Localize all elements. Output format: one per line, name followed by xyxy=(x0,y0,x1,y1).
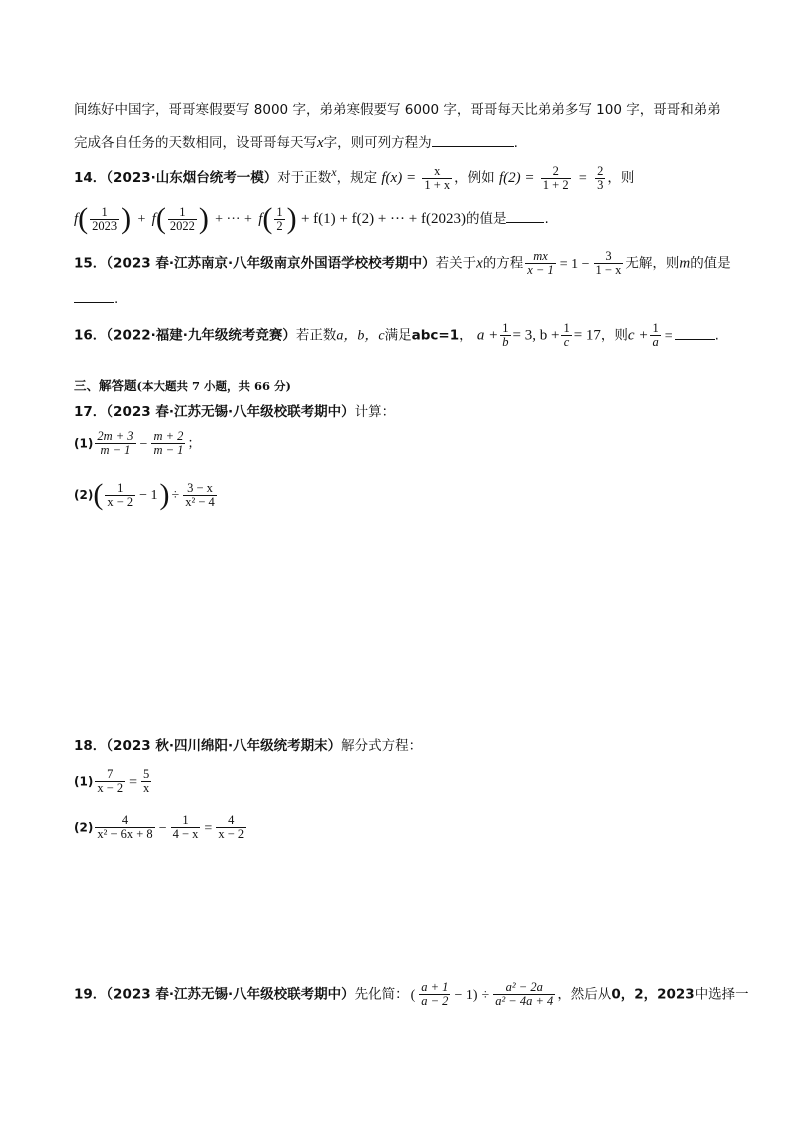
section-3-heading xyxy=(74,376,291,396)
q14-example-lhs: f(2) = xyxy=(498,170,535,186)
q17-text: 计算： xyxy=(354,404,396,420)
q15-var: x xyxy=(476,255,483,272)
q16-eq1-a: a + xyxy=(476,327,499,344)
numerator: x xyxy=(422,165,452,179)
q19-text-a: 先化简： xyxy=(354,986,409,1003)
denominator: x − 2 xyxy=(97,781,124,795)
q18-p2-fraction-c xyxy=(216,814,246,841)
denominator: 1 − x xyxy=(595,263,622,277)
q17-part-2 xyxy=(74,480,219,510)
q18-source: （2023 秋·四川绵阳·八年级统考期末） xyxy=(106,738,342,754)
q18-p2-fraction-b xyxy=(171,814,201,841)
q16-eq1-b: = 3, b + xyxy=(512,327,560,344)
q16-eq2-b: = 17 xyxy=(573,327,601,344)
numerator: a² − 2a xyxy=(493,981,555,995)
numerator: 2 xyxy=(597,163,604,178)
q16-ask-a: c + xyxy=(627,327,649,344)
numerator: 1 xyxy=(171,814,201,828)
q14-f-2: f xyxy=(151,211,156,227)
denominator: 2 xyxy=(276,218,283,233)
q16-ask-fraction xyxy=(650,322,660,349)
q13-var: x xyxy=(317,135,324,151)
q17-p1-label: (1) xyxy=(74,436,94,451)
q14-dots: + ··· + xyxy=(215,212,252,227)
q16-cond: abc=1 xyxy=(411,327,460,344)
q13-line-2 xyxy=(74,132,518,153)
numerator: m + 2 xyxy=(153,429,184,443)
q14-arg-2 xyxy=(168,206,197,233)
q15-rhs-fraction xyxy=(594,250,624,277)
paren-left: ( xyxy=(93,478,104,511)
q18-p1-fraction-a xyxy=(95,768,125,795)
q16-text-b: 满足 xyxy=(384,327,412,344)
numerator: 1 xyxy=(276,204,283,219)
q18-part-1 xyxy=(74,768,153,795)
q16-ask-eq: = xyxy=(664,328,673,344)
numerator: 3 xyxy=(594,250,624,264)
numerator: 1 xyxy=(502,321,509,335)
q19-number: 19． xyxy=(74,986,107,1003)
q19-source: （2023 春·江苏无锡·八年级校联考期中） xyxy=(106,986,355,1003)
paren-right: ) xyxy=(286,202,297,235)
paren-left: ( xyxy=(78,202,89,235)
q16-source: （2022·福建·九年级统考竞赛） xyxy=(106,327,296,344)
numerator: 2m + 3 xyxy=(97,429,134,443)
q15-line-1 xyxy=(74,250,731,277)
denominator: 2023 xyxy=(92,218,118,233)
q14-tail: + f(1) + f(2) + ··· + f(2023) xyxy=(300,211,466,227)
denominator: b xyxy=(502,335,509,349)
numerator: 1 xyxy=(563,321,570,335)
q14-example-result xyxy=(595,165,605,192)
q19-div: ÷ xyxy=(481,987,490,1003)
numerator: 1 xyxy=(90,206,119,220)
q19-a-op: − 1) xyxy=(454,987,478,1003)
numerator: 1 xyxy=(105,482,135,496)
q16-text-c: ，则 xyxy=(600,327,628,344)
paren-left: ( xyxy=(262,202,273,235)
numerator: a + 1 xyxy=(421,980,449,994)
q16-eq2-fraction xyxy=(561,322,571,349)
q14-arg-3 xyxy=(274,206,284,233)
q17-p2-label: (2) xyxy=(74,488,94,502)
numerator: mx xyxy=(525,250,555,264)
q15-text-a: 若关于 xyxy=(435,255,477,272)
q18-p2-op: − xyxy=(158,820,167,836)
q14-text-b: ，规定 xyxy=(336,170,378,186)
denominator: x − 2 xyxy=(107,494,134,509)
plus: + xyxy=(137,212,146,227)
q16-answer-blank[interactable] xyxy=(675,325,715,340)
q14-example-fraction xyxy=(541,165,571,192)
q17-part-1 xyxy=(74,430,201,457)
q15-eq: = 1 − xyxy=(559,256,590,272)
q18-p2-label: (2) xyxy=(74,820,94,835)
q15-answer-blank[interactable] xyxy=(74,288,114,303)
q15-text-b: 的方程 xyxy=(482,255,524,272)
q17-p2-inner-fraction xyxy=(105,482,135,509)
paren-right: ) xyxy=(121,202,132,235)
numerator: 1 xyxy=(652,321,659,335)
q14-end: . xyxy=(544,211,549,227)
denominator: 4 − x xyxy=(172,827,199,841)
q14-var: x xyxy=(331,165,337,179)
q17-line-1 xyxy=(74,402,395,422)
denominator: x² − 4 xyxy=(185,494,215,509)
denominator: a xyxy=(652,335,659,349)
section-3-title: 三、解答题 xyxy=(74,378,137,393)
q14-example-eq: = xyxy=(578,171,587,186)
q14-f-1: f xyxy=(74,211,79,227)
q18-p1-fraction-b xyxy=(141,768,151,795)
denominator: 2022 xyxy=(169,218,195,233)
denominator: m − 1 xyxy=(153,443,184,457)
denominator: c xyxy=(563,335,570,349)
q14-line-2 xyxy=(74,204,549,234)
paren-left: ( xyxy=(155,202,166,235)
paren-right: ) xyxy=(198,202,209,235)
denominator: 3 xyxy=(597,177,604,192)
q14-number: 14． xyxy=(74,170,107,186)
q14-line-1 xyxy=(74,162,634,192)
q14-text-a: 对于正数 xyxy=(277,170,332,186)
q16-text-a: 若正数 xyxy=(295,327,337,344)
q16-eq1-fraction xyxy=(500,322,510,349)
q16-number: 16． xyxy=(74,327,107,344)
denominator: x xyxy=(143,781,150,795)
q17-p1-fraction-a xyxy=(95,430,135,457)
q15-end: . xyxy=(114,291,119,307)
numerator: 7 xyxy=(95,768,125,782)
q13-text-1: 间练好中国字，哥哥寒假要写 8000 字，弟弟寒假要写 6000 字，哥哥每天比弟弟多写 100 字，哥哥和弟弟 xyxy=(74,102,721,118)
denominator: m − 1 xyxy=(100,443,131,457)
q17-number: 17． xyxy=(74,404,107,420)
q14-text-d: ，则 xyxy=(607,170,635,186)
q14-def-lhs: f(x) = xyxy=(381,170,417,186)
q18-line-1 xyxy=(74,736,422,756)
numerator: 4 xyxy=(216,814,246,828)
numerator: 4 xyxy=(95,814,154,828)
q17-p1-end: ； xyxy=(187,435,201,452)
numerator: 2 xyxy=(541,165,571,179)
q14-f-3: f xyxy=(258,211,263,227)
q18-p2-fraction-a xyxy=(95,814,154,841)
q17-p2-div: ÷ xyxy=(171,488,180,503)
q17-p2-inner-op: − 1 xyxy=(139,488,158,503)
numerator: 1 xyxy=(168,206,197,220)
comma: ， xyxy=(459,327,473,344)
q18-p1-label: (1) xyxy=(74,774,94,789)
paren-right: ) xyxy=(159,478,170,511)
denominator: a − 2 xyxy=(421,994,449,1008)
q13-text-2b: 字，则可列方程为 xyxy=(323,135,432,151)
denominator: x − 1 xyxy=(527,263,554,277)
q19-line-1 xyxy=(74,981,749,1008)
q15-line-2 xyxy=(74,288,118,309)
q16-line-1 xyxy=(74,322,719,349)
q14-answer-blank[interactable] xyxy=(506,208,544,223)
q13-answer-blank[interactable] xyxy=(432,132,514,147)
q19-choices: 0，2，2023 xyxy=(611,986,695,1003)
q13-line-1 xyxy=(74,100,721,120)
q14-text-e: 的值是 xyxy=(465,211,507,227)
q14-arg-1 xyxy=(90,206,119,233)
q13-text-2a: 完成各自任务的天数相同，设哥哥每天写 xyxy=(74,135,317,151)
q19-text-c: 中选择一 xyxy=(694,986,749,1003)
q15-number: 15． xyxy=(74,255,107,272)
q15-source: （2023 春·江苏南京·八年级南京外国语学校校考期中） xyxy=(106,255,436,272)
q18-p1-eq: = xyxy=(129,774,138,790)
q13-end: . xyxy=(513,135,518,151)
q19-fraction-a xyxy=(419,981,450,1008)
q18-text: 解分式方程： xyxy=(341,738,423,754)
q17-p1-fraction-b xyxy=(151,430,185,457)
q14-def-fraction xyxy=(422,165,452,192)
denominator: 1 + x xyxy=(424,177,451,192)
q15-m: m xyxy=(679,255,691,272)
q16-vars: a，b，c xyxy=(336,328,385,344)
denominator: x² − 6x + 8 xyxy=(97,827,153,841)
q18-p2-eq: = xyxy=(204,820,213,836)
q17-p2-fraction-b xyxy=(183,482,217,509)
q17-source: （2023 春·江苏无锡·八年级校联考期中） xyxy=(106,404,355,420)
q15-lhs-fraction xyxy=(525,250,555,277)
q16-end: . xyxy=(714,327,719,344)
numerator: 3 − x xyxy=(183,482,217,496)
section-3-note: (本大题共 7 小题，共 66 分) xyxy=(136,379,291,393)
q18-part-2 xyxy=(74,814,248,841)
q19-open: ( xyxy=(410,987,416,1003)
numerator: 5 xyxy=(143,767,150,781)
q17-p1-op: − xyxy=(139,436,148,452)
q19-text-b: ，然后从 xyxy=(557,986,612,1003)
q18-number: 18． xyxy=(74,738,107,754)
q19-fraction-b xyxy=(493,981,555,1008)
denominator: 1 + 2 xyxy=(542,177,569,192)
denominator: a² − 4a + 4 xyxy=(495,994,554,1008)
q14-source: （2023·山东烟台统考一模） xyxy=(106,170,278,186)
denominator: x − 2 xyxy=(218,827,245,841)
q15-text-d: 的值是 xyxy=(690,255,731,272)
q15-text-c: 无解，则 xyxy=(625,255,680,272)
q14-text-c: ，例如 xyxy=(454,170,495,186)
